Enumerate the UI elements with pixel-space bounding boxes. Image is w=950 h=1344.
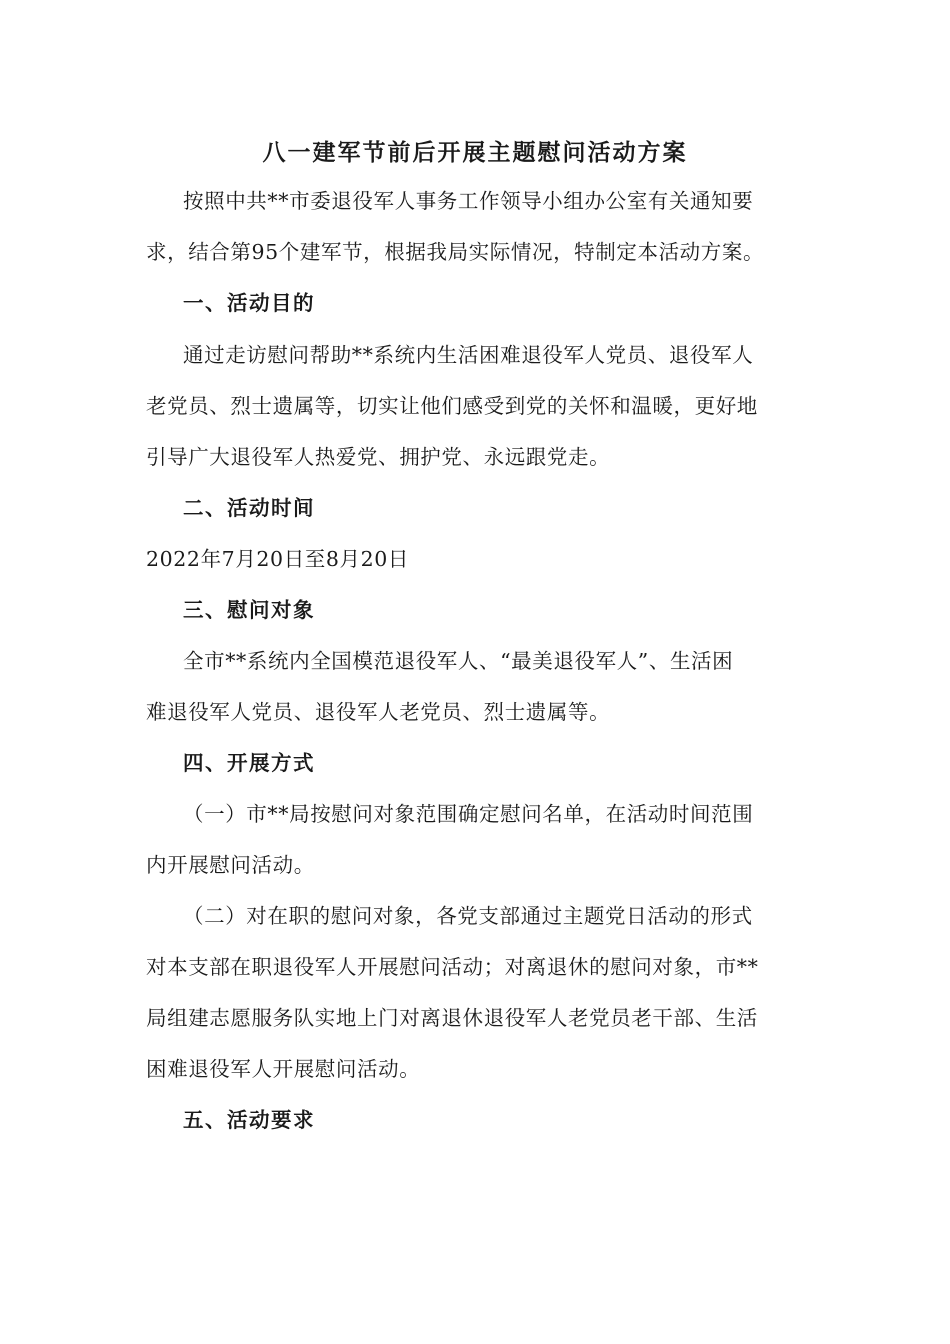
- section-4-heading: 四、开展方式: [183, 751, 315, 775]
- section-3-line-1: 全市**系统内全国模范退役军人、“最美退役军人”、生活困: [183, 649, 734, 673]
- section-3-heading: 三、慰问对象: [183, 598, 315, 622]
- section-4-item-2-line-1: （二）对在职的慰问对象，各党支部通过主题党日活动的形式: [183, 904, 753, 928]
- section-4-item-2-line-3: 局组建志愿服务队实地上门对离退休退役军人老党员老干部、生活: [146, 1006, 758, 1030]
- document-title: 八一建军节前后开展主题慰问活动方案: [262, 139, 688, 166]
- section-4-item-1-line-1: （一）市**局按慰问对象范围确定慰问名单，在活动时间范围: [183, 802, 754, 826]
- section-1-line-1: 通过走访慰问帮助**系统内生活困难退役军人党员、退役军人: [183, 343, 754, 367]
- section-2-heading: 二、活动时间: [183, 496, 315, 520]
- section-3-line-2: 难退役军人党员、退役军人老党员、烈士遗属等。: [146, 700, 611, 724]
- intro-line-2: 求，结合第95个建军节，根据我局实际情况，特制定本活动方案。: [146, 240, 765, 264]
- section-1-heading: 一、活动目的: [183, 291, 315, 315]
- section-1-line-3: 引导广大退役军人热爱党、拥护党、永远跟党走。: [146, 445, 611, 469]
- section-5-heading: 五、活动要求: [183, 1108, 315, 1132]
- section-4-item-2-line-2: 对本支部在职退役军人开展慰问活动；对离退休的慰问对象，市**: [146, 955, 759, 979]
- section-1-line-2: 老党员、烈士遗属等，切实让他们感受到党的关怀和温暖，更好地: [146, 394, 758, 418]
- section-2-line-1: 2022年7月20日至8月20日: [146, 547, 410, 571]
- section-4-item-2-line-4: 困难退役军人开展慰问活动。: [146, 1057, 421, 1081]
- intro-line-1: 按照中共**市委退役军人事务工作领导小组办公室有关通知要: [183, 189, 754, 213]
- section-4-item-1-line-2: 内开展慰问活动。: [146, 853, 315, 877]
